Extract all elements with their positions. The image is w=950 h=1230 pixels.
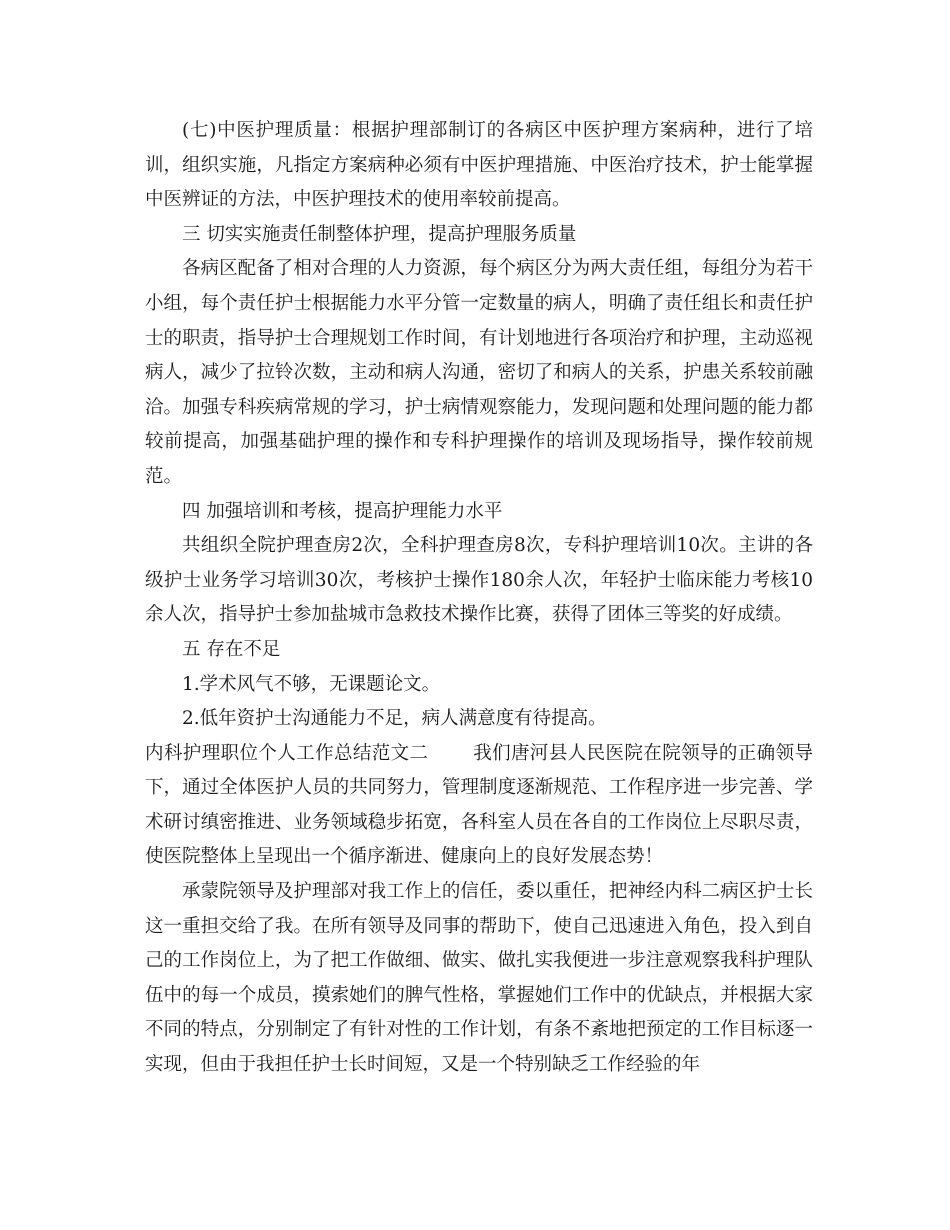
heading-section-three: 三 切实实施责任制整体护理，提高护理服务质量 [182,223,577,245]
section-title: 内科护理职位个人工作总结范文二 [145,742,429,764]
section-intro: 我们唐河县人民医院在院领导的正确领导下，通过全体医护人员的共同努力，管理制度逐渐规范、工作程序进一步完善、学术研讨缜密推进、业务领域稳步拓宽，各科室人员在各自的工作岗位上尽职尽责，使医院整体上呈现出一个循序渐进、健康向上的良好发展态势！ [145,742,813,868]
paragraph-head-nurse-appointment: 承蒙院领导及护理部对我工作上的信任，委以重任，把神经内科二病区护士长这一重担交给了我。在所有领导及同事的帮助下，使自己迅速进入角色，投入到自己的工作岗位上，为了把工作做细、做实、做扎实我便进一步注意观察我科护理队伍中的每一个成员，摸索她们的脾气性格，掌握她们工作中的优缺点，并根据大家不同的特点，分别制定了有针对性的工作计划，有条不紊地把预定的工作目标逐一实现，但由于我担任护士长时间短，又是一个特别缺乏工作经验的年 [145,881,813,1076]
paragraph-tcm-nursing-quality: (七)中医护理质量：根据护理部制订的各病区中医护理方案病种，进行了培训，组织实施，凡指定方案病种必须有中医护理措施、中医治疗技术，护士能掌握中医辨证的方法，中医护理技术的使用率较前提高。 [145,120,813,211]
document-body [145,114,813,1083]
list-item-shortcoming-1: 1.学术风气不够，无课题论文。 [182,673,441,695]
list-item-shortcoming-2: 2.低年资护士沟通能力不足，病人满意度有待提高。 [182,708,607,730]
paragraph-responsibility-nursing: 各病区配备了相对合理的人力资源，每个病区分为两大责任组，每组分为若干小组，每个责任护士根据能力水平分管一定数量的病人，明确了责任组长和责任护士的职责，指导护士合理规划工作时间，有计划地进行各项治疗和护理，主动巡视病人，减少了拉铃次数，主动和病人沟通，密切了和病人的关系，护患关系较前融洽。加强专科疾病常规的学习，护士病情观察能力，发现问题和处理问题的能力都较前提高，加强基础护理的操作和专科护理操作的培训及现场指导，操作较前规范。 [145,258,813,487]
paragraph-training-assessment: 共组织全院护理查房2次，全科护理查房8次，专科护理培训10次。主讲的各级护士业务学习培训30次，考核护士操作180余人次，年轻护士临床能力考核10余人次，指导护士参加盐城市急救技术操作比赛，获得了团体三等奖的好成绩。 [145,535,813,626]
heading-section-four: 四 加强培训和考核，提高护理能力水平 [182,500,503,522]
heading-section-five: 五 存在不足 [182,638,281,660]
paragraph-section-two-intro [145,737,813,875]
